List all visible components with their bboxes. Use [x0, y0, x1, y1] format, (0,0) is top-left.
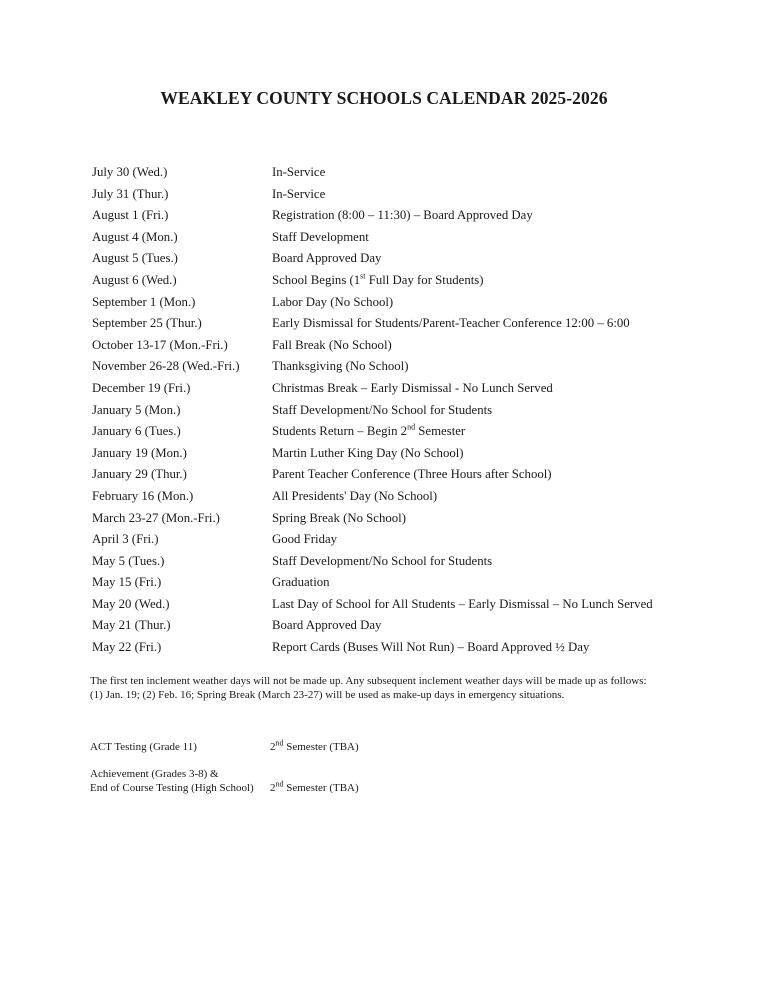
event-description: Registration (8:00 – 11:30) – Board Approved Day	[272, 208, 533, 223]
note-line: The first ten inclement weather days will not be made up. Any subsequent inclement weather days will be made up as follows:	[90, 675, 647, 687]
ordinal-suffix: nd	[407, 422, 416, 432]
testing-value	[270, 740, 359, 754]
events-list	[92, 162, 732, 659]
event-row	[92, 270, 732, 292]
event-description: Good Friday	[272, 532, 338, 547]
event-row	[92, 248, 732, 270]
testing-row	[90, 767, 650, 795]
event-description: Thanksgiving (No School)	[272, 359, 409, 374]
event-row	[92, 508, 732, 530]
event-description: Staff Development	[272, 229, 369, 244]
event-date: September 25 (Thur.)	[92, 316, 202, 331]
desc-text: Students Return – Begin 2	[272, 424, 408, 439]
ordinal-suffix: nd	[275, 738, 284, 748]
value-text: Semester (TBA)	[283, 782, 359, 794]
event-date: January 6 (Tues.)	[92, 424, 181, 439]
event-row	[92, 551, 732, 573]
event-row	[92, 443, 732, 465]
event-date: December 19 (Fri.)	[92, 380, 191, 395]
event-date: July 31 (Thur.)	[92, 186, 169, 201]
event-row	[92, 572, 732, 594]
event-description	[272, 270, 484, 292]
value-text: 2	[270, 741, 276, 753]
event-description: Labor Day (No School)	[272, 294, 394, 309]
event-row	[92, 356, 732, 378]
event-row	[92, 227, 732, 249]
event-row	[92, 313, 732, 335]
event-date: May 15 (Fri.)	[92, 575, 162, 590]
event-row	[92, 400, 732, 422]
label-line: Achievement (Grades 3-8) &	[90, 768, 219, 780]
ordinal-suffix: nd	[275, 779, 284, 789]
desc-text: School Begins (1	[272, 272, 361, 287]
event-date: April 3 (Fri.)	[92, 532, 159, 547]
event-description: In-Service	[272, 165, 326, 179]
testing-row	[90, 740, 650, 754]
event-date: May 21 (Thur.)	[92, 618, 171, 633]
event-date: May 22 (Fri.)	[92, 640, 162, 655]
desc-text: Full Day for Students)	[365, 272, 484, 287]
event-row	[92, 594, 732, 616]
event-description: Christmas Break – Early Dismissal - No Lunch Served	[272, 380, 553, 395]
value-text: 2	[270, 782, 276, 794]
inclement-weather-note	[90, 674, 690, 702]
event-row	[92, 464, 732, 486]
event-description	[272, 421, 465, 443]
event-description: Board Approved Day	[272, 618, 382, 633]
event-description: Board Approved Day	[272, 251, 382, 266]
event-date: August 1 (Fri.)	[92, 208, 169, 223]
event-row	[92, 486, 732, 508]
event-description: Report Cards (Buses Will Not Run) – Board Approved ½ Day	[272, 640, 590, 655]
event-date: March 23-27 (Mon.-Fri.)	[92, 510, 220, 525]
event-date: August 4 (Mon.)	[92, 229, 178, 244]
event-description: Parent Teacher Conference (Three Hours after School)	[272, 467, 552, 482]
testing-label: ACT Testing (Grade 11)	[90, 741, 197, 753]
testing-section	[90, 740, 650, 795]
value-text: Semester (TBA)	[283, 741, 359, 753]
event-date: February 16 (Mon.)	[92, 488, 194, 503]
event-date: January 29 (Thur.)	[92, 467, 187, 482]
event-row	[92, 335, 732, 357]
event-row	[92, 378, 732, 400]
event-description: Martin Luther King Day (No School)	[272, 445, 464, 460]
note-line: (1) Jan. 19; (2) Feb. 16; Spring Break (March 23-27) will be used as make-up days in emergency situations.	[90, 689, 565, 701]
event-description: In-Service	[272, 186, 326, 201]
event-date: July 30 (Wed.)	[92, 165, 168, 179]
event-row	[92, 184, 732, 206]
event-date: August 5 (Tues.)	[92, 251, 178, 266]
event-date: November 26-28 (Wed.-Fri.)	[92, 359, 240, 374]
event-date: May 5 (Tues.)	[92, 553, 165, 568]
event-date: September 1 (Mon.)	[92, 294, 196, 309]
event-row	[92, 205, 732, 227]
event-description: Staff Development/No School for Students	[272, 553, 493, 568]
testing-label	[90, 767, 270, 795]
event-date: January 5 (Mon.)	[92, 402, 181, 417]
event-row	[92, 529, 732, 551]
event-date: May 20 (Wed.)	[92, 596, 170, 611]
event-description: Staff Development/No School for Students	[272, 402, 493, 417]
event-description: Early Dismissal for Students/Parent-Teacher Conference 12:00 – 6:00	[272, 316, 630, 331]
event-row	[92, 615, 732, 637]
page-title: WEAKLEY COUNTY SCHOOLS CALENDAR 2025-2026	[160, 88, 608, 108]
ordinal-suffix: st	[360, 271, 366, 281]
label-line: End of Course Testing (High School)	[90, 782, 254, 794]
event-description: Graduation	[272, 575, 330, 590]
event-date: January 19 (Mon.)	[92, 445, 187, 460]
testing-value	[270, 781, 359, 795]
desc-text: Semester	[415, 424, 466, 439]
event-date: October 13-17 (Mon.-Fri.)	[92, 337, 228, 352]
event-row	[92, 162, 732, 184]
event-date: August 6 (Wed.)	[92, 272, 177, 287]
event-description: All Presidents' Day (No School)	[272, 488, 438, 503]
event-description: Last Day of School for All Students – Early Dismissal – No Lunch Served	[272, 596, 653, 611]
event-description: Spring Break (No School)	[272, 510, 406, 525]
event-row	[92, 421, 732, 443]
event-description: Fall Break (No School)	[272, 337, 392, 352]
event-row	[92, 292, 732, 314]
event-row	[92, 637, 732, 659]
